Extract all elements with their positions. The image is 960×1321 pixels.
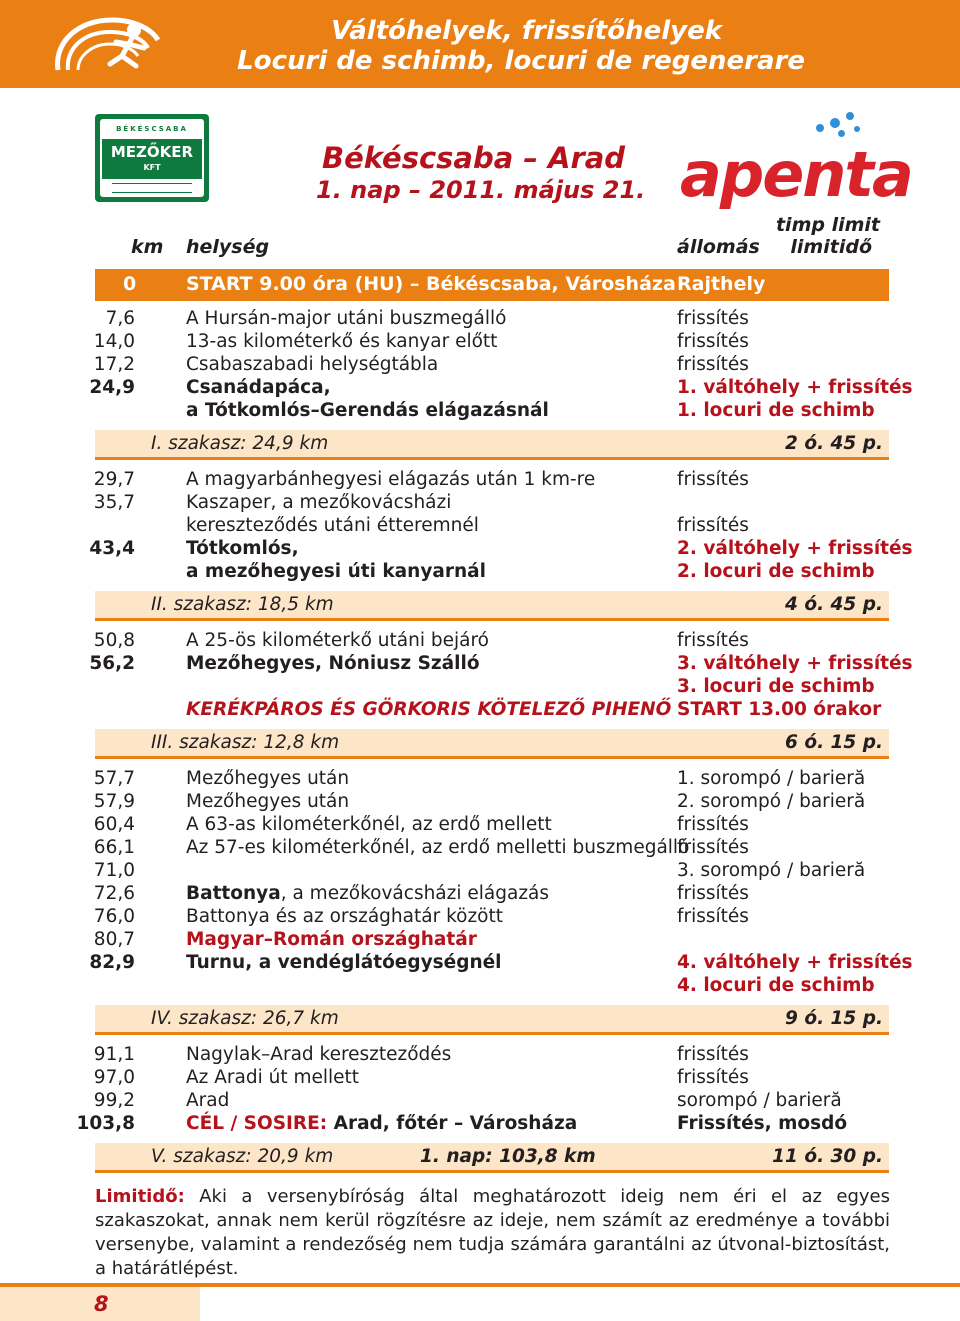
table-row [95, 354, 889, 377]
limit-note-label: Limitidő: [95, 1186, 185, 1207]
table-row [95, 469, 889, 492]
apenta-wordmark: apenta [680, 138, 912, 211]
row-place: a mezőhegyesi úti kanyarnál [186, 561, 487, 582]
bubble-icon [838, 130, 845, 137]
row-station: Frissítés, mosdó [677, 1113, 848, 1134]
table-row [95, 1090, 889, 1113]
rest-notice: KERÉKPÁROS ÉS GÖRKORIS KÖTELEZŐ PIHENŐ [186, 699, 672, 720]
row-place: 13-as kilométerkő és kanyar előtt [186, 331, 498, 352]
mezoker-logo-name: MEZŐKER [110, 143, 194, 161]
banner-title-hu: Váltóhelyek, frissítőhelyek [331, 16, 722, 46]
section-time: 6 ó. 15 p. [785, 732, 883, 753]
row-station: frissítés [677, 354, 749, 375]
row-station: 4. locuri de schimb [677, 975, 875, 996]
section-label: II. szakasz: 18,5 km [151, 594, 334, 615]
row-station: 2. sorompó / barieră [677, 791, 866, 812]
row-station: 1. sorompó / barieră [677, 768, 866, 789]
header-place: helység [186, 236, 270, 258]
table-row [95, 883, 889, 906]
row-km: 76,0 [93, 906, 135, 927]
row-place: kereszteződés utáni étteremnél [186, 515, 479, 536]
row-place: A Hursán-major utáni buszmegálló [186, 308, 507, 329]
section-label: III. szakasz: 12,8 km [151, 732, 340, 753]
row-km: 103,8 [76, 1113, 135, 1134]
row-station: frissítés [677, 515, 749, 536]
header-km: km [131, 236, 164, 258]
row-km: 24,9 [89, 377, 135, 398]
row-place: Mezőhegyes után [186, 791, 350, 812]
table-row [89, 952, 913, 975]
row-station: frissítés [677, 906, 749, 927]
row-station: frissítés [677, 469, 749, 490]
table-row [95, 515, 889, 538]
row-km: 35,7 [93, 492, 135, 513]
bubble-icon [816, 124, 824, 132]
banner-title-ro: Locuri de schimb, locuri de regenerare [237, 46, 805, 76]
table-row [95, 1044, 889, 1067]
row-km: 43,4 [89, 538, 135, 559]
row-place: Csanádapáca, [186, 377, 331, 398]
table-row [95, 492, 889, 515]
stage-route: Békéscsaba – Arad [322, 141, 626, 175]
row-km: 7,6 [105, 308, 135, 329]
row-place [186, 883, 549, 904]
section-summary [95, 1005, 889, 1035]
runner-logo-icon [48, 12, 168, 78]
page-footer-rule [0, 1283, 960, 1287]
mezoker-logo-city: BÉKÉSCSABA [116, 125, 188, 133]
bubble-icon [854, 126, 860, 132]
table-row [89, 538, 913, 561]
row-station: 2. locuri de schimb [677, 561, 875, 582]
row-km: 14,0 [93, 331, 135, 352]
row-place: Az 57-es kilométerkőnél, az erdő melletti buszmegálló [186, 837, 690, 858]
row-station: 3. sorompó / barieră [677, 860, 866, 881]
row-station: frissítés [677, 814, 749, 835]
row-place: Kaszaper, a mezőkovácsházi [186, 492, 452, 513]
table-row [95, 1067, 889, 1090]
table-row [95, 400, 889, 423]
row-place: Csabaszabadi helységtábla [186, 354, 439, 375]
row-station: frissítés [677, 331, 749, 352]
table-row [89, 653, 913, 676]
row-place: Turnu, a vendéglátóegységnél [186, 952, 502, 973]
section-summary [95, 430, 889, 460]
row-km: 56,2 [89, 653, 135, 674]
table-row [95, 814, 889, 837]
row-station: 3. váltóhely + frissítés [677, 653, 913, 674]
table-row [95, 860, 889, 883]
row-km: 97,0 [93, 1067, 135, 1088]
row-km: 57,7 [93, 768, 135, 789]
row-place: Tótkomlós, [186, 538, 299, 559]
table-row [95, 929, 889, 952]
start-km: 0 [123, 273, 137, 295]
row-place: Nagylak–Arad kereszteződés [186, 1044, 452, 1065]
section-label: I. szakasz: 24,9 km [151, 433, 329, 454]
border-crossing: Magyar–Román országhatár [186, 929, 477, 950]
row-station: START 13.00 órakor [677, 699, 882, 720]
table-row [95, 676, 889, 699]
page-number: 8 [94, 1292, 109, 1316]
table-row [95, 768, 889, 791]
row-station: 1. locuri de schimb [677, 400, 875, 421]
row-km: 60,4 [93, 814, 135, 835]
row-station: frissítés [677, 308, 749, 329]
row-km: 72,6 [93, 883, 135, 904]
row-station: 1. váltóhely + frissítés [677, 377, 913, 398]
header-banner [0, 0, 960, 88]
row-km: 71,0 [93, 860, 135, 881]
header-limit-ro: timp limit [775, 214, 880, 236]
mezoker-logo-kft: KFT [143, 163, 161, 172]
limit-note-text: Aki a versenybíróság által meghatározott ideig nem éri el az egyes szakaszokat, annak nem kerül rögzítésre az ideje, nem számít az eredménye a további versenybe, valamint a rendezőség nem tudja számára garantálni az útvonal-biztosítást, a határátlépést. [95, 1186, 890, 1279]
row-place: A 25-ös kilométerkő utáni bejáró [186, 630, 489, 651]
row-station: frissítés [677, 1044, 749, 1065]
table-row [95, 561, 889, 584]
row-station: 4. váltóhely + frissítés [677, 952, 913, 973]
table-row [95, 906, 889, 929]
row-km: 17,2 [93, 354, 135, 375]
apenta-logo [680, 112, 912, 212]
start-place: START 9.00 óra (HU) – Békéscsaba, Városháza [186, 273, 676, 295]
mezoker-logo [95, 114, 209, 202]
table-row [95, 699, 889, 722]
row-km: 66,1 [93, 837, 135, 858]
table-row [95, 837, 889, 860]
bubble-icon [846, 112, 854, 120]
row-km: 57,9 [93, 791, 135, 812]
row-station: frissítés [677, 630, 749, 651]
limit-note [95, 1185, 890, 1281]
bubble-icon [830, 118, 840, 128]
row-km: 80,7 [93, 929, 135, 950]
table-row [95, 791, 889, 814]
row-station: 2. váltóhely + frissítés [677, 538, 913, 559]
table-row [95, 975, 889, 998]
table-row [89, 377, 913, 400]
row-km: 91,1 [93, 1044, 135, 1065]
row-station: frissítés [677, 837, 749, 858]
table-row [76, 1113, 889, 1136]
row-place-rest: Arad, főtér – Városháza [327, 1113, 578, 1134]
table-row [95, 331, 889, 354]
section-time: 11 ó. 30 p. [772, 1146, 883, 1167]
row-km: 29,7 [93, 469, 135, 490]
stage-day: 1. nap – 2011. május 21. [316, 176, 646, 204]
section-summary [95, 1143, 889, 1173]
row-place-bold: Battonya [186, 883, 281, 904]
row-place: Battonya és az országhatár között [186, 906, 503, 927]
start-row [95, 269, 889, 301]
row-place [186, 1113, 577, 1134]
day-total: 1. nap: 103,8 km [420, 1146, 596, 1167]
start-station: Rajthely [677, 273, 766, 295]
section-time: 4 ó. 45 p. [785, 594, 883, 615]
row-place: a Tótkomlós–Gerendás elágazásnál [186, 400, 549, 421]
row-station: frissítés [677, 1067, 749, 1088]
row-km: 82,9 [89, 952, 135, 973]
row-station: 3. locuri de schimb [677, 676, 875, 697]
section-summary [95, 591, 889, 621]
table-row [95, 308, 889, 331]
row-place: Mezőhegyes, Nóniusz Szálló [186, 653, 480, 674]
row-place: Az Aradi út mellett [186, 1067, 360, 1088]
row-place: A 63-as kilométerkőnél, az erdő mellett [186, 814, 552, 835]
row-station: frissítés [677, 883, 749, 904]
row-station: sorompó / barieră [677, 1090, 842, 1111]
header-station: állomás [677, 236, 760, 258]
header-limit-hu: limitidő [790, 236, 872, 258]
section-time: 2 ó. 45 p. [785, 433, 883, 454]
row-place: Arad [186, 1090, 230, 1111]
row-place: A magyarbánhegyesi elágazás után 1 km-re [186, 469, 596, 490]
row-place-rest: , a mezőkovácsházi elágazás [280, 883, 549, 904]
section-time: 9 ó. 15 p. [785, 1008, 883, 1029]
section-label: IV. szakasz: 26,7 km [151, 1008, 339, 1029]
row-km: 50,8 [93, 630, 135, 651]
section-summary [95, 729, 889, 759]
table-row [95, 630, 889, 653]
row-place: Mezőhegyes után [186, 768, 350, 789]
finish-label: CÉL / SOSIRE: [186, 1113, 328, 1134]
row-km: 99,2 [93, 1090, 135, 1111]
section-label: V. szakasz: 20,9 km [151, 1146, 334, 1167]
